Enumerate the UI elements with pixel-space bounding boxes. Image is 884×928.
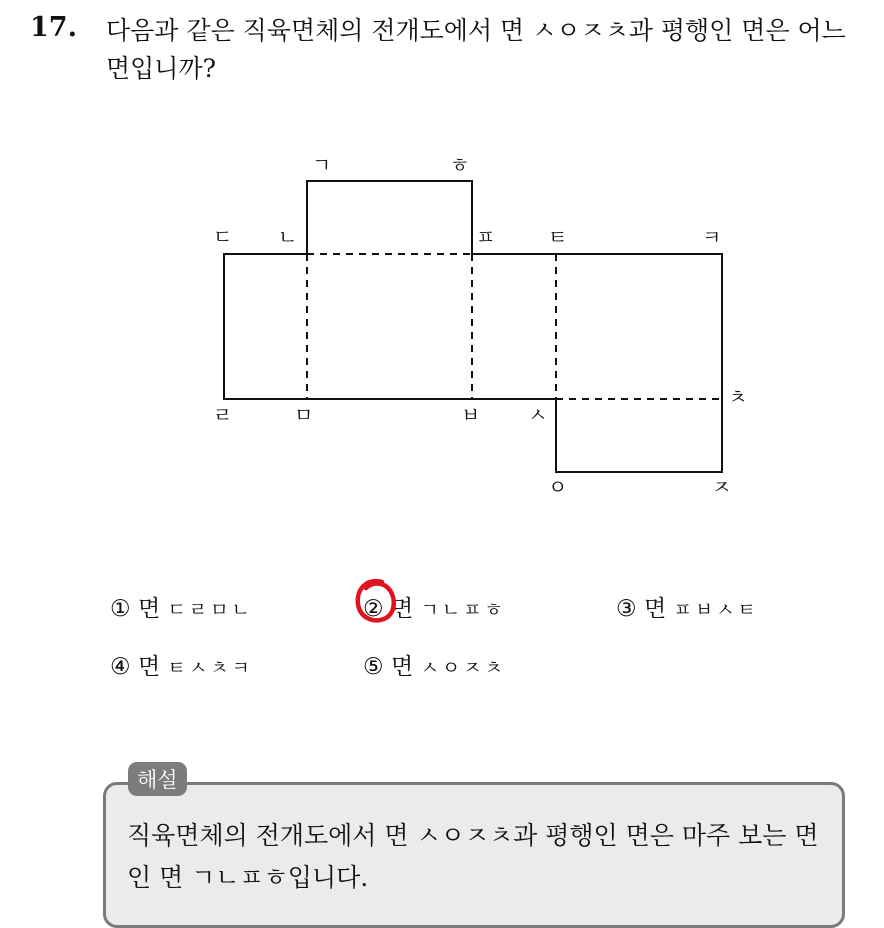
vertex-label-d: ㄷ	[213, 225, 233, 249]
vertex-label-r: ㄹ	[213, 403, 233, 427]
question-text: 다음과 같은 직육면체의 전개도에서 면 ㅅㅇㅈㅊ과 평행인 면은 어느 면입니까?	[106, 16, 846, 83]
vertex-label-b: ㅂ	[461, 403, 481, 427]
option-number: ①	[110, 596, 131, 622]
option-face-letters: ㄷㄹㅁㄴ	[167, 599, 253, 621]
net-solid-edges	[224, 181, 722, 472]
vertex-label-n: ㄴ	[278, 225, 298, 249]
vertex-label-g: ㄱ	[312, 153, 332, 177]
explanation-tag: 해설	[128, 762, 187, 796]
vertex-label-k: ㅋ	[702, 225, 722, 249]
vertex-label-h: ㅎ	[450, 153, 470, 177]
top-face-outline	[307, 181, 472, 254]
option-word: 면	[390, 654, 414, 680]
option-word: 면	[137, 596, 161, 622]
vertex-label-ch: ㅊ	[728, 385, 748, 409]
option-1[interactable]	[110, 590, 253, 623]
option-face-letters: ㅅㅇㅈㅊ	[420, 657, 506, 679]
option-face-letters: ㅌㅅㅊㅋ	[167, 657, 253, 679]
vertex-label-j: ㅈ	[712, 475, 732, 499]
option-number: ④	[110, 654, 131, 680]
option-word: 면	[390, 596, 414, 622]
option-number: ⑤	[363, 654, 384, 680]
question-number: 17.	[30, 12, 77, 43]
option-face-letters: ㅍㅂㅅㅌ	[673, 599, 759, 621]
answer-circle-mark	[352, 576, 400, 628]
option-word: 면	[643, 596, 667, 622]
vertex-label-m: ㅁ	[294, 403, 314, 427]
vertex-label-t: ㅌ	[548, 225, 568, 249]
vertex-label-s: ㅅ	[528, 403, 548, 427]
vertex-label-p: ㅍ	[476, 225, 496, 249]
explanation-text: 직육면체의 전개도에서 면 ㅅㅇㅈㅊ과 평행인 면은 마주 보는 면인 면 ㄱㄴㅍㅎ입니다.	[127, 821, 819, 892]
vertex-label-o: ㅇ	[548, 475, 568, 499]
left-bottom-outline	[224, 254, 556, 399]
option-number: ②	[363, 596, 384, 622]
option-3[interactable]	[616, 590, 759, 623]
option-word: 면	[137, 654, 161, 680]
option-face-letters: ㄱㄴㅍㅎ	[420, 599, 506, 621]
option-number: ③	[616, 596, 637, 622]
net-fold-lines	[307, 254, 722, 399]
option-5[interactable]	[363, 648, 506, 681]
option-4[interactable]	[110, 648, 253, 681]
right-outline	[472, 254, 722, 472]
